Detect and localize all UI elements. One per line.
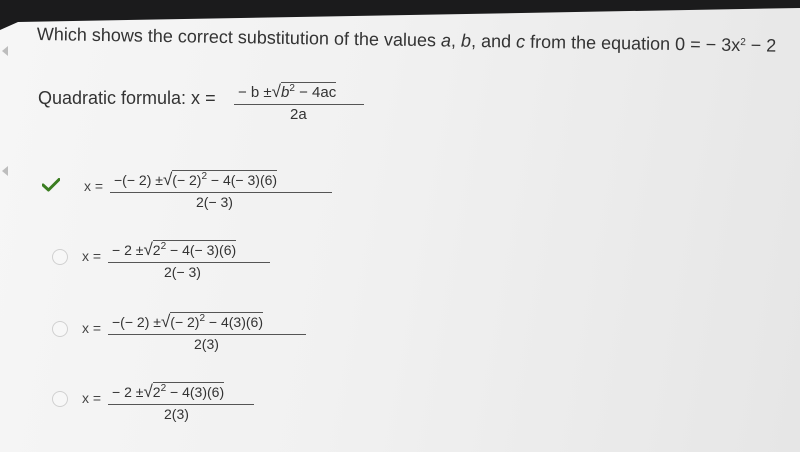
fraction-bar [110, 192, 332, 193]
question-prefix: Which shows the correct substitution of the values [36, 24, 442, 51]
option-x-equals: x = [82, 390, 102, 406]
option-sqrt [143, 240, 236, 260]
option-radicand: $2^2 - 4(3)(6)$ [152, 383, 225, 400]
sqrt-icon: √ [143, 240, 153, 259]
formula-num-prefix: − b ± [238, 84, 272, 101]
question-separator: , and [470, 30, 517, 52]
sqrt-icon: √ [271, 82, 282, 101]
question-separator: , [450, 30, 462, 51]
option-sqrt [163, 170, 277, 190]
option-radicand: (− 2)$^2$ − 4(3)(6) [170, 313, 263, 330]
option-denominator: 2(− 3) [196, 194, 233, 210]
formula-denominator: 2a [290, 106, 307, 123]
formula-numerator [238, 82, 336, 102]
checkmark-icon [42, 178, 60, 192]
option-numerator [114, 170, 277, 190]
equation-text: from the equation 0 = − 3x [524, 31, 741, 56]
option-sqrt [143, 382, 224, 402]
option-num-prefix: −(− 2) ± [114, 172, 163, 188]
option-numerator [112, 240, 236, 260]
equation-exponent: 2 [740, 37, 746, 49]
variable-b: b [460, 30, 472, 51]
option-denominator: 2(3) [164, 406, 189, 422]
fraction-bar [234, 104, 364, 105]
fraction-bar [108, 404, 254, 405]
equation-tail: − 2 [745, 35, 777, 56]
option-radicand: (− 2)$^2$ − 4(− 3)(6) [172, 171, 278, 188]
option-num-prefix: −(− 2) ± [112, 314, 161, 330]
sqrt-icon: √ [143, 382, 153, 401]
sqrt-icon: √ [162, 170, 173, 189]
option-denominator: 2(3) [194, 336, 219, 352]
left-edge-marker [2, 166, 8, 176]
formula-label: Quadratic formula: x = [38, 88, 216, 108]
radio-button[interactable] [52, 249, 68, 265]
formula-sqrt [272, 82, 337, 102]
variable-c: c [515, 31, 526, 52]
option-num-prefix: − 2 ± [112, 242, 144, 258]
formula-radicand: $b^2 - 4ac$ [281, 83, 337, 101]
variable-a: a [440, 30, 452, 51]
sqrt-icon: √ [160, 312, 171, 331]
fraction-bar [108, 262, 270, 263]
left-edge-marker [2, 46, 8, 56]
option-denominator: 2(− 3) [164, 264, 201, 280]
option-numerator [112, 312, 263, 332]
option-num-prefix: − 2 ± [112, 384, 144, 400]
option-radicand: $2^2 - 4(- 3)(6)$ [152, 241, 237, 258]
option-x-equals: x = [82, 320, 102, 336]
radio-button[interactable] [52, 321, 68, 337]
fraction-bar [108, 334, 306, 335]
option-numerator [112, 382, 224, 402]
option-x-equals: x = [84, 178, 104, 194]
option-x-equals: x = [82, 248, 102, 264]
radio-button[interactable] [52, 391, 68, 407]
option-sqrt [161, 312, 263, 332]
